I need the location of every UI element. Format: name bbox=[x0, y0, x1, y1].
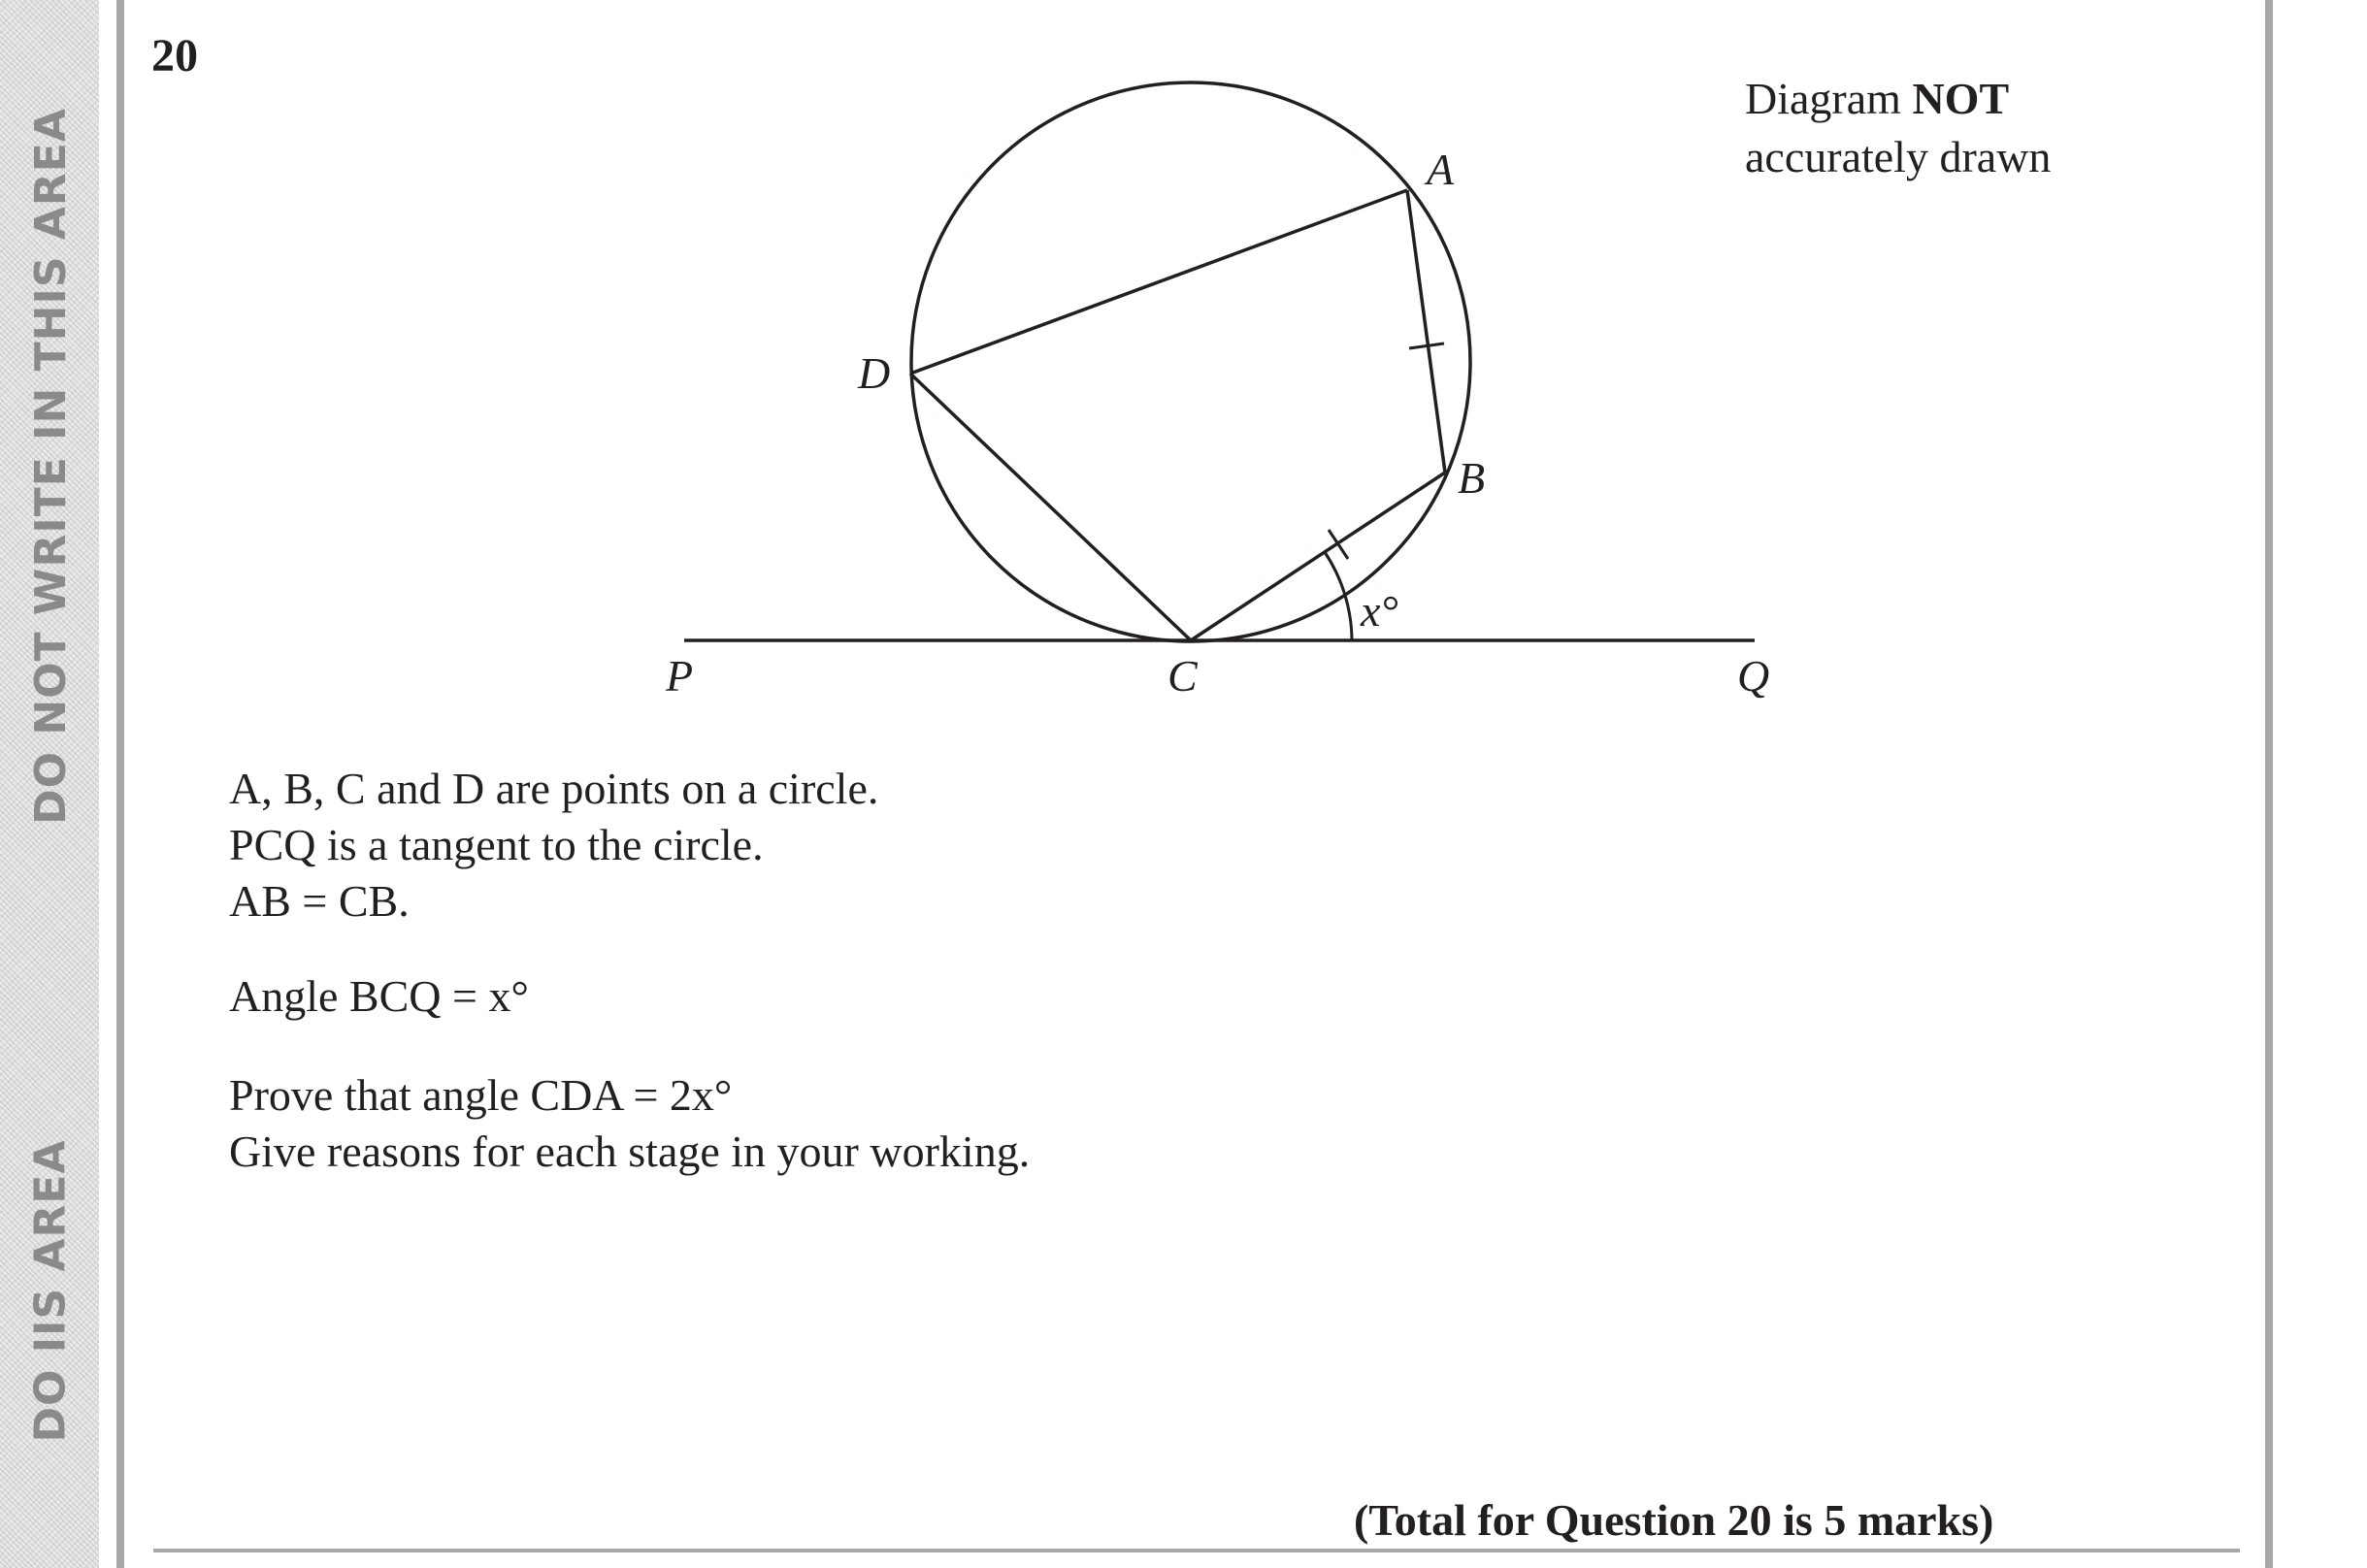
diagram-note-prefix: Diagram bbox=[1745, 74, 1913, 123]
label-p: P bbox=[666, 651, 694, 701]
given-angle bbox=[229, 968, 529, 1025]
task-block bbox=[229, 1067, 1030, 1180]
label-c: C bbox=[1167, 651, 1198, 701]
statement-equal: AB = CB. bbox=[229, 876, 410, 926]
label-angle-x: x° bbox=[1361, 586, 1398, 636]
chord-ad bbox=[910, 190, 1407, 374]
circle bbox=[911, 82, 1470, 641]
margin-warning-text-partial: DO IIS AREA bbox=[25, 1138, 76, 1443]
task-prove: Prove that angle CDA = 2x° bbox=[229, 1070, 733, 1120]
given-statements bbox=[229, 761, 878, 930]
geometry-diagram bbox=[0, 0, 2367, 737]
bottom-rule bbox=[153, 1549, 2240, 1552]
angle-arc-bcq bbox=[1325, 552, 1352, 640]
label-a: A bbox=[1427, 145, 1455, 194]
question-number: 20 bbox=[151, 30, 198, 82]
equal-mark-cb bbox=[1329, 530, 1348, 559]
task-reasons: Give reasons for each stage in your working. bbox=[229, 1127, 1031, 1176]
statement-tangent: PCQ is a tangent to the circle. bbox=[229, 820, 764, 869]
margin-warning-text: DO NOT WRITE IN THIS AREA bbox=[25, 107, 76, 825]
label-b: B bbox=[1458, 453, 1486, 503]
total-marks: (Total for Question 20 is 5 marks) bbox=[1354, 1495, 1994, 1545]
given-angle-text: Angle BCQ = x° bbox=[229, 971, 529, 1021]
label-q: Q bbox=[1737, 651, 1770, 701]
label-d: D bbox=[858, 348, 891, 398]
diagram-note-bold: NOT bbox=[1912, 74, 2010, 123]
chord-bc bbox=[1191, 473, 1445, 640]
diagram-note-line2: accurately drawn bbox=[1745, 132, 2052, 181]
statement-points: A, B, C and D are points on a circle. bbox=[229, 764, 879, 813]
